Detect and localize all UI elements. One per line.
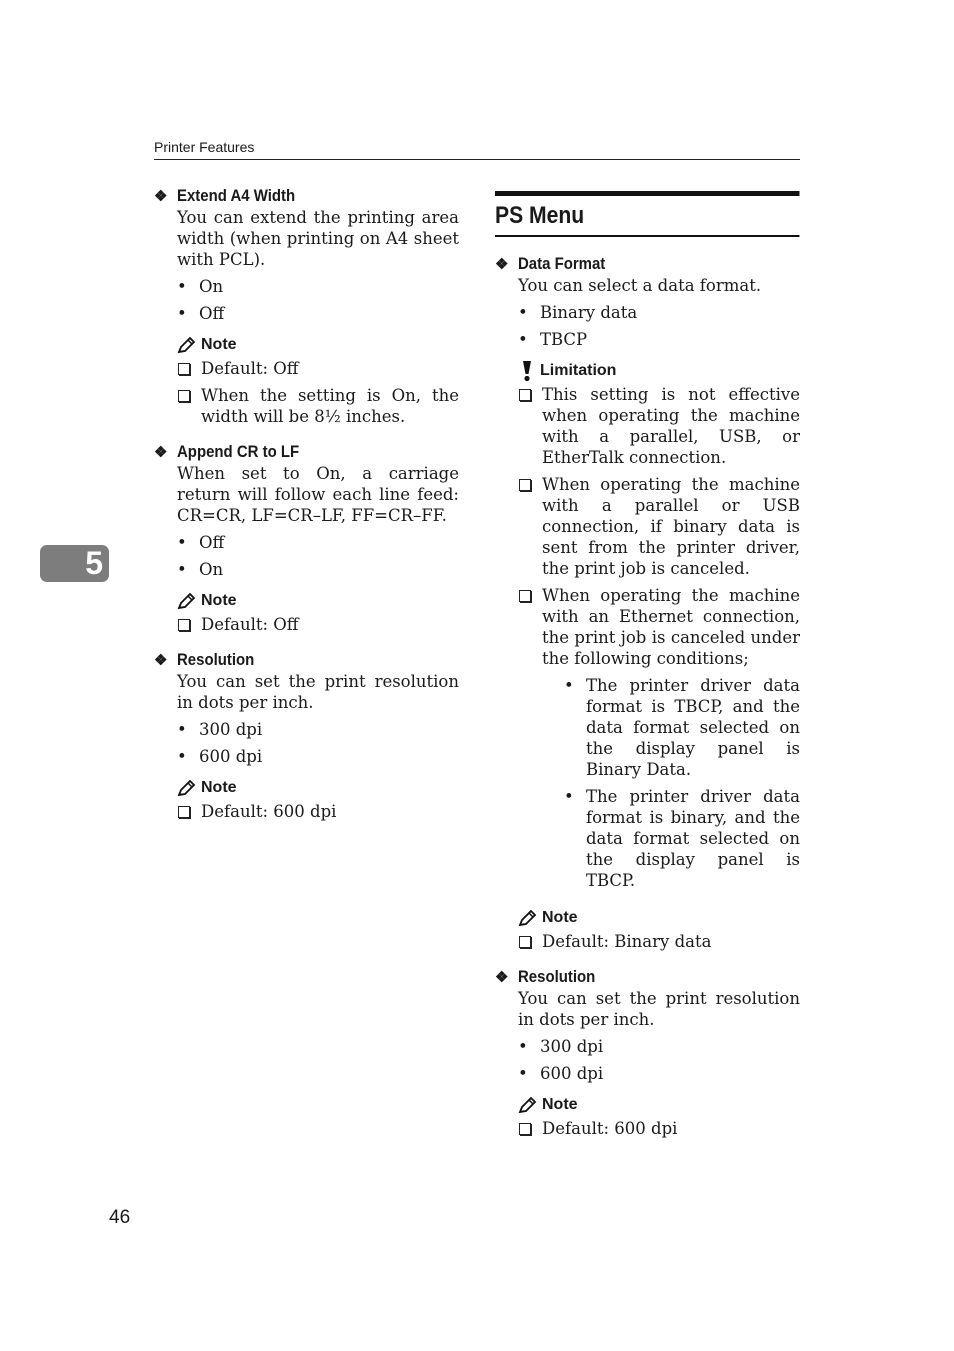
list-item: This setting is not effective when operating the machine with a parallel, USB, or EtherTalk connection. bbox=[518, 384, 800, 468]
checkbox-icon bbox=[519, 936, 531, 948]
bullet-icon: • bbox=[518, 330, 528, 349]
running-head: Printer Features bbox=[154, 139, 800, 160]
bullet-icon: • bbox=[177, 720, 187, 739]
bullet-icon: • bbox=[518, 1037, 528, 1056]
list-item: Default: 600 dpi bbox=[177, 801, 459, 822]
note-label: Note bbox=[542, 909, 578, 926]
section-body: You can set the print resolution in dots per inch. bbox=[177, 672, 459, 712]
bullet-icon: • bbox=[518, 1064, 528, 1083]
diamond-bullet-icon: ❖ bbox=[154, 188, 168, 205]
checkbox-icon bbox=[178, 619, 190, 631]
section-body: You can extend the printing area width (when printing on A4 sheet with PCL). bbox=[177, 208, 459, 269]
list-item: • Off bbox=[177, 304, 225, 323]
list-item: Default: 600 dpi bbox=[518, 1118, 800, 1139]
checkbox-icon bbox=[519, 389, 531, 401]
note-heading bbox=[518, 907, 800, 929]
list-item: • On bbox=[177, 560, 224, 579]
section-heading bbox=[495, 253, 800, 275]
option-list bbox=[177, 276, 459, 324]
bullet-icon: • bbox=[177, 560, 187, 579]
section-title: Resolution bbox=[518, 967, 596, 986]
option-list bbox=[518, 302, 800, 350]
checkbox-icon bbox=[178, 390, 190, 402]
bullet-icon: • bbox=[177, 304, 187, 323]
note-label: Note bbox=[201, 336, 237, 353]
section-resolution bbox=[154, 649, 459, 822]
list-item: When operating the machine with a parallel or USB connection, if binary data is sent from the printer driver, the print job is canceled. bbox=[518, 474, 800, 579]
section-append-cr-to-lf bbox=[154, 441, 459, 635]
note-list bbox=[177, 614, 459, 635]
checkbox-icon bbox=[519, 590, 531, 602]
checkbox-icon bbox=[519, 479, 531, 491]
note-heading bbox=[177, 334, 459, 356]
bullet-icon: • bbox=[564, 787, 574, 806]
page-number: 46 bbox=[109, 1207, 131, 1228]
pencil-note-icon bbox=[177, 337, 197, 353]
pencil-note-icon bbox=[518, 1097, 538, 1113]
list-item: • Binary data bbox=[518, 303, 638, 322]
section-body: When set to On, a carriage return will follow each line feed: CR=CR, LF=CR–LF, FF=CR–FF. bbox=[177, 464, 459, 525]
exclamation-icon bbox=[518, 360, 536, 382]
pencil-note-icon bbox=[177, 780, 197, 796]
section-title: Data Format bbox=[518, 254, 606, 273]
chapter-tab: 5 bbox=[40, 545, 109, 582]
option-list bbox=[177, 719, 459, 767]
section-title: Append CR to LF bbox=[177, 442, 300, 461]
bullet-icon: • bbox=[177, 747, 187, 766]
note-list bbox=[177, 801, 459, 822]
checkbox-icon bbox=[178, 363, 190, 375]
note-heading bbox=[518, 1094, 800, 1116]
list-item: • The printer driver data format is TBCP, and the data format selected on the display panel is Binary Data. bbox=[564, 676, 800, 779]
limitation-list bbox=[518, 384, 800, 897]
limitation-label: Limitation bbox=[540, 362, 617, 379]
limitation-heading bbox=[518, 360, 800, 382]
note-list bbox=[177, 358, 459, 427]
checkbox-icon bbox=[519, 1123, 531, 1135]
section-extend-a4-width bbox=[154, 185, 459, 427]
bullet-icon: • bbox=[564, 676, 574, 695]
checkbox-icon bbox=[178, 806, 190, 818]
diamond-bullet-icon: ❖ bbox=[154, 652, 168, 669]
bullet-icon: • bbox=[518, 303, 528, 322]
note-label: Note bbox=[201, 779, 237, 796]
right-column bbox=[495, 191, 800, 1153]
note-list bbox=[518, 1118, 800, 1139]
pencil-note-icon bbox=[177, 593, 197, 609]
list-item: When the setting is On, the width will be 8½ inches. bbox=[177, 385, 459, 427]
note-heading bbox=[177, 590, 459, 612]
list-item: • 600 dpi bbox=[518, 1064, 604, 1083]
option-list bbox=[518, 1036, 800, 1084]
diamond-bullet-icon: ❖ bbox=[495, 969, 509, 986]
section-heading bbox=[495, 966, 800, 988]
section-ps-resolution bbox=[495, 966, 800, 1139]
list-item: • 300 dpi bbox=[518, 1037, 604, 1056]
note-label: Note bbox=[542, 1096, 578, 1113]
note-label: Note bbox=[201, 592, 237, 609]
pencil-note-icon bbox=[518, 910, 538, 926]
list-item: • Off bbox=[177, 533, 225, 552]
condition-list bbox=[564, 675, 800, 891]
diamond-bullet-icon: ❖ bbox=[495, 256, 509, 273]
list-item: Default: Binary data bbox=[518, 931, 800, 952]
note-list bbox=[518, 931, 800, 952]
list-item: Default: Off bbox=[177, 358, 459, 379]
bullet-icon: • bbox=[177, 533, 187, 552]
list-item: • On bbox=[177, 277, 224, 296]
section-heading bbox=[154, 185, 459, 207]
section-body: You can select a data format. bbox=[518, 276, 762, 295]
diamond-bullet-icon: ❖ bbox=[154, 444, 168, 461]
ps-menu-heading: PS Menu bbox=[495, 191, 800, 237]
section-data-format bbox=[495, 253, 800, 952]
section-title: Resolution bbox=[177, 650, 255, 669]
list-item: When operating the machine with an Ethernet connection, the print job is canceled under the following conditions; • The printer driver data format is TBCP, and the data format selected on the display panel is Binary Data. • The printer driver data format is binary, and the data format selected on the display panel is TBCP. bbox=[518, 585, 800, 897]
list-item: • 300 dpi bbox=[177, 720, 263, 739]
section-body: You can set the print resolution in dots per inch. bbox=[518, 989, 800, 1029]
left-column bbox=[154, 185, 459, 836]
option-list bbox=[177, 532, 459, 580]
section-title: Extend A4 Width bbox=[177, 186, 296, 205]
list-item: • 600 dpi bbox=[177, 747, 263, 766]
list-item: • TBCP bbox=[518, 330, 588, 349]
list-item: • The printer driver data format is binary, and the data format selected on the display panel is TBCP. bbox=[564, 787, 800, 890]
section-heading bbox=[154, 649, 459, 671]
list-item: Default: Off bbox=[177, 614, 459, 635]
note-heading bbox=[177, 777, 459, 799]
section-heading bbox=[154, 441, 459, 463]
bullet-icon: • bbox=[177, 277, 187, 296]
